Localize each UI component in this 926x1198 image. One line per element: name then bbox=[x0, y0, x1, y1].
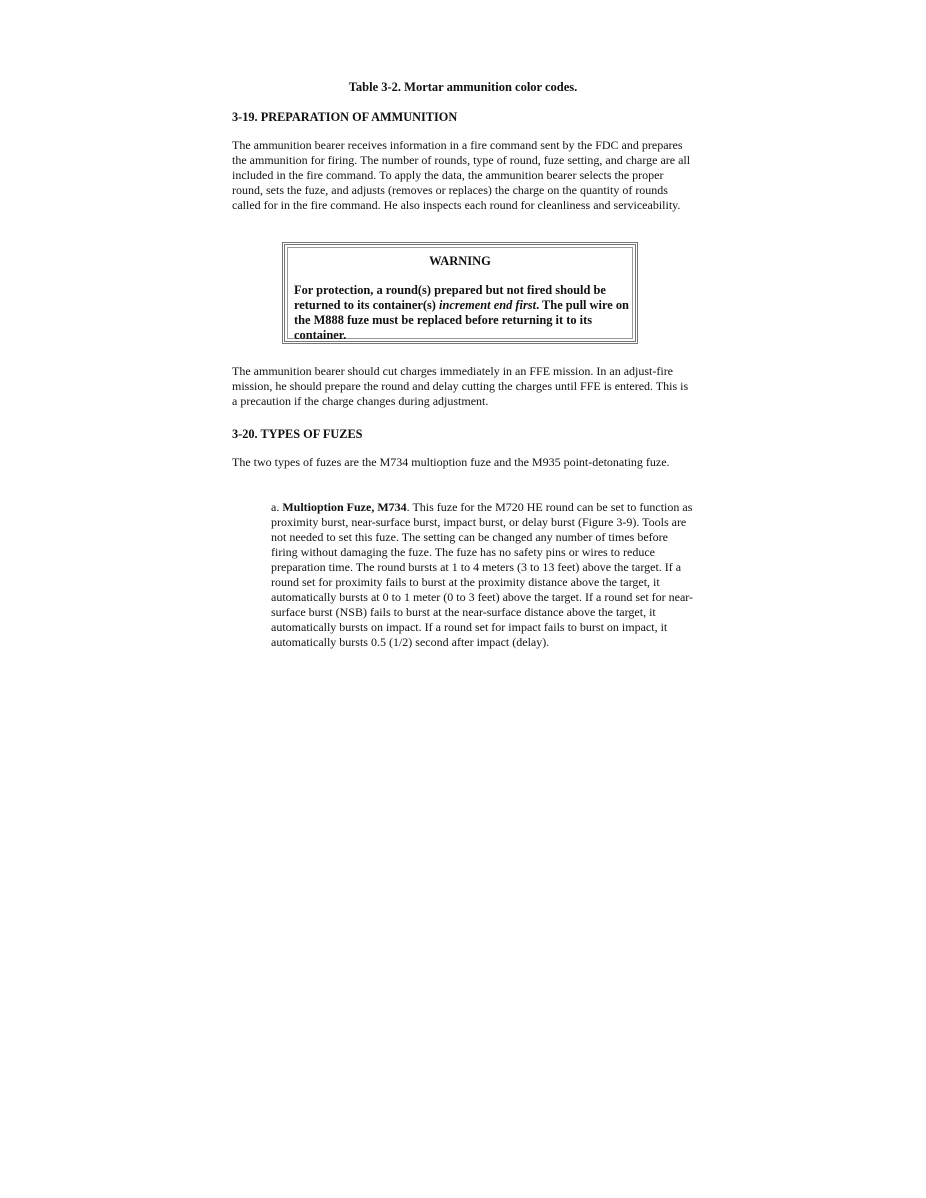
warning-title: WARNING bbox=[429, 254, 491, 268]
multioption-fuze-paragraph bbox=[271, 500, 697, 650]
item-a-title: Multioption Fuze, M734 bbox=[282, 500, 407, 514]
section-3-19-paragraph-2: The ammunition bearer should cut charges immediately in an FFE mission. In an adjust-fire mission, he should prepare the round and delay cutting the charges until FFE is entered. This is a precaution if the charge changes during adjustment. bbox=[232, 364, 689, 408]
section-3-20-paragraph-1: The two types of fuzes are the M734 multioption fuze and the M935 point-detonating fuze. bbox=[232, 455, 670, 469]
warning-box bbox=[282, 242, 638, 344]
table-caption: Table 3-2. Mortar ammunition color codes. bbox=[348, 80, 578, 94]
warning-text-part-1: For protection, a round(s) prepared but not fired should be returned to its container(s) bbox=[294, 283, 606, 312]
item-a-prefix: a. bbox=[271, 500, 283, 514]
section-3-19-paragraph-1: The ammunition bearer receives information in a fire command sent by the FDC and prepares the ammunition for firing. The number of rounds, type of round, fuze setting, and charge are all included in the fire command. To apply the data, the ammunition bearer selects the proper round, sets the fuze, and adjusts (removes or replaces) the charge on the quantity of rounds called for in the fire command. He also inspects each round for cleanliness and serviceability. bbox=[232, 138, 691, 212]
section-3-20-heading: 3-20. TYPES OF FUZES bbox=[232, 427, 363, 441]
item-a-body: . This fuze for the M720 HE round can be set to function as proximity burst, near-surface burst, impact burst, or delay burst (Figure 3-9). Tools are not needed to set this fuze. The setting can be changed any number of times before firing without damaging the fuze. The fuze has no safety pins or wires to reduce preparation time. The round bursts at 1 to 4 meters (3 to 13 feet) above the target. If a round set for proximity fails to burst at the proximity distance above the target, it automatically bursts at 0 to 1 meter (0 to 3 feet) above the target. If a round set for near-surface burst (NSB) fails to burst at the near-surface distance above the target, it automatically bursts on impact. If a round set for impact fails to burst on impact, it automatically bursts 0.5 (1/2) second after impact (delay). bbox=[271, 500, 694, 649]
warning-text-part-2: . The pull wire on the M888 fuze must be replaced before returning it to its container. bbox=[294, 298, 629, 342]
warning-text-italic: increment end first bbox=[439, 298, 537, 312]
section-3-19-heading: 3-19. PREPARATION OF AMMUNITION bbox=[232, 110, 458, 124]
warning-text bbox=[294, 283, 629, 343]
